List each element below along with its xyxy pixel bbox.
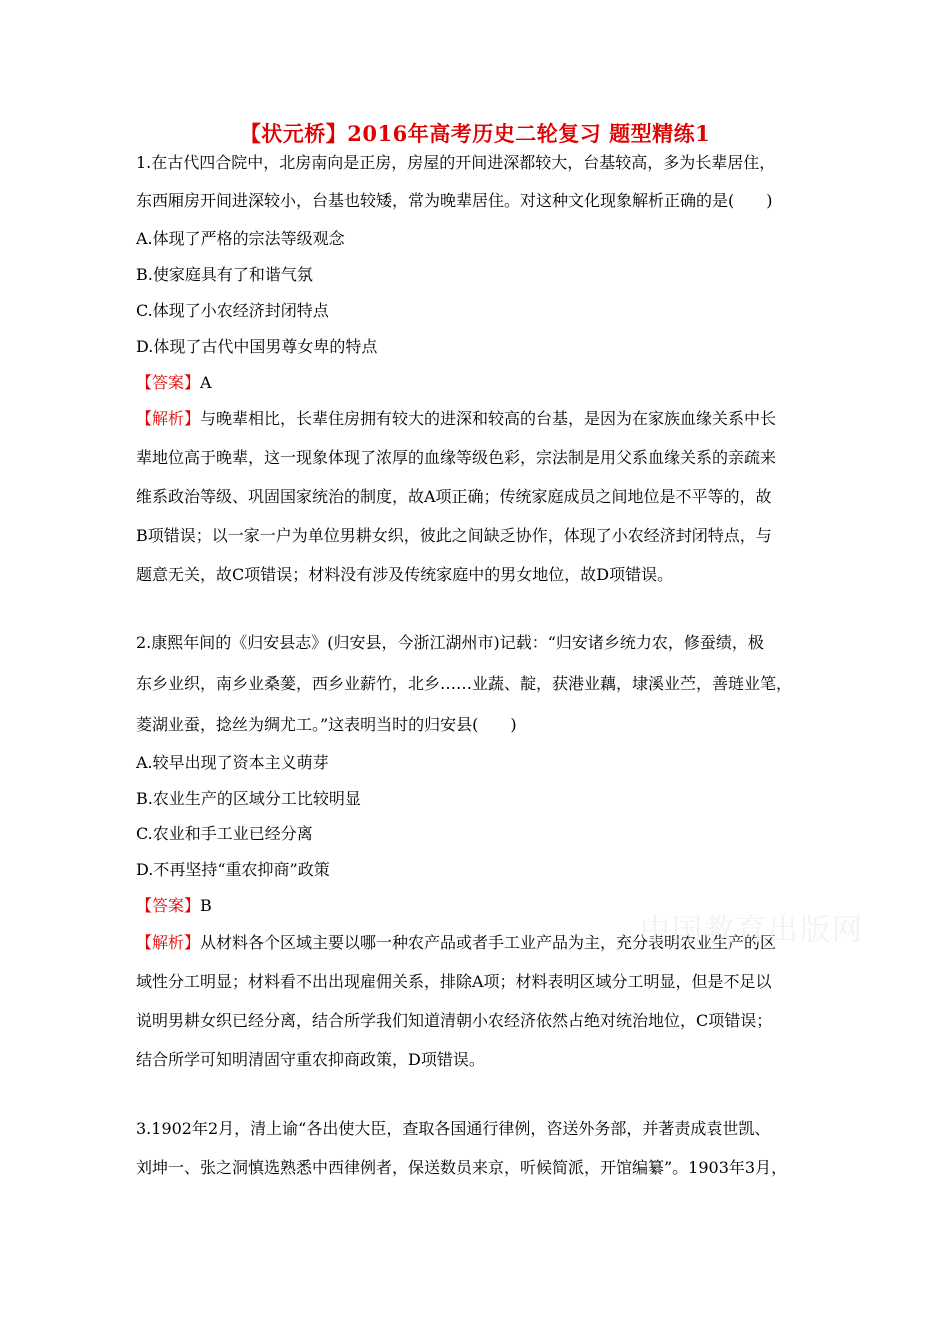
q2-analysis-label: 【解析】 [136,933,201,952]
q1-analysis-line-4: B项错误；以一家一户为单位男耕女织，彼此之间缺乏协作，体现了小农经济封闭特点，与 [136,526,772,545]
q1-analysis-line-3: 维系政治等级、巩固国家统治的制度，故A项正确；传统家庭成员之间地位是不平等的，故 [136,487,772,506]
q2-answer [136,894,212,918]
q2-option-b: B.农业生产的区域分工比较明显 [136,789,361,808]
q1-analysis-line-2: 辈地位高于晚辈，这一现象体现了浓厚的血缘等级色彩，宗法制是用父系血缘关系的亲疏来 [136,448,777,467]
q2-stem-line-2: 东乡业织，南乡业桑蓌，西乡业薪竹，北乡……业蔬、靛，获港业藕，埭溪业苎，善琏业笔， [136,674,793,693]
q1-option-b: B.使家庭具有了和谐气氛 [136,265,313,284]
q1-analysis-text-1: 与晚辈相比，长辈住房拥有较大的进深和较高的台基，是因为在家族血缘关系中长 [200,409,777,428]
q1-answer [136,371,212,395]
q2-answer-label: 【答案】 [136,896,201,915]
watermark: 中国教育出版网 [640,913,864,948]
q1-option-a: A.体现了严格的宗法等级观念 [136,229,345,248]
q2-analysis-line-4: 结合所学可知明清固守重农抑商政策，D项错误。 [136,1050,485,1069]
q2-option-a: A.较早出现了资本主义萌芽 [136,753,329,772]
q1-option-c: C.体现了小农经济封闭特点 [136,301,329,320]
q2-analysis-line-2: 域性分工明显；材料看不出出现雇佣关系，排除A项；材料表明区域分工明显，但是不足以 [136,972,772,991]
q2-option-d: D.不再坚持“重农抑商”政策 [136,860,330,879]
q1-answer-value: A [200,373,212,392]
q3-stem-line-1: 3.1902年2月，清上谕“各出使大臣，查取各国通行律例，咨送外务部，并著责成袁世凯、 [136,1119,771,1138]
q2-stem-line-3: 菱湖业蚕，捻丝为绸尤工。”这表明当时的归安县( ) [136,715,517,734]
q2-answer-value: B [200,896,212,915]
q1-stem-line-2: 东西厢房开间进深较小，台基也较矮，常为晚辈居住。对这种文化现象解析正确的是( ) [136,191,773,210]
q1-answer-label: 【答案】 [136,373,201,392]
q1-option-d: D.体现了古代中国男尊女卑的特点 [136,337,378,356]
q2-option-c: C.农业和手工业已经分离 [136,824,313,843]
q1-analysis-line-5: 题意无关，故C项错误；材料没有涉及传统家庭中的男女地位，故D项错误。 [136,565,674,584]
q1-analysis-line-1 [136,407,776,431]
q1-stem-line-1: 1.在古代四合院中，北房南向是正房，房屋的开间进深都较大，台基较高，多为长辈居住， [136,153,776,172]
q2-analysis-text-1: 从材料各个区域主要以哪一种农产品或者手工业产品为主，充分表明农业生产的区 [200,933,777,952]
q2-analysis-line-3: 说明男耕女织已经分离，结合所学我们知道清朝小农经济依然占绝对统治地位，C项错误； [136,1011,773,1030]
q2-stem-line-1: 2.康熙年间的《归安县志》(归安县，今浙江湖州市)记载：“归安诸乡统力农，修蚕绩，极 [136,633,764,652]
q1-analysis-label: 【解析】 [136,409,201,428]
document-title: 【状元桥】2016年高考历史二轮复习 题型精练1 [239,121,711,146]
q3-stem-line-2: 刘坤一、张之洞慎选熟悉中西律例者，保送数员来京，听候简派，开馆编纂”。1903年3月， [136,1158,788,1177]
